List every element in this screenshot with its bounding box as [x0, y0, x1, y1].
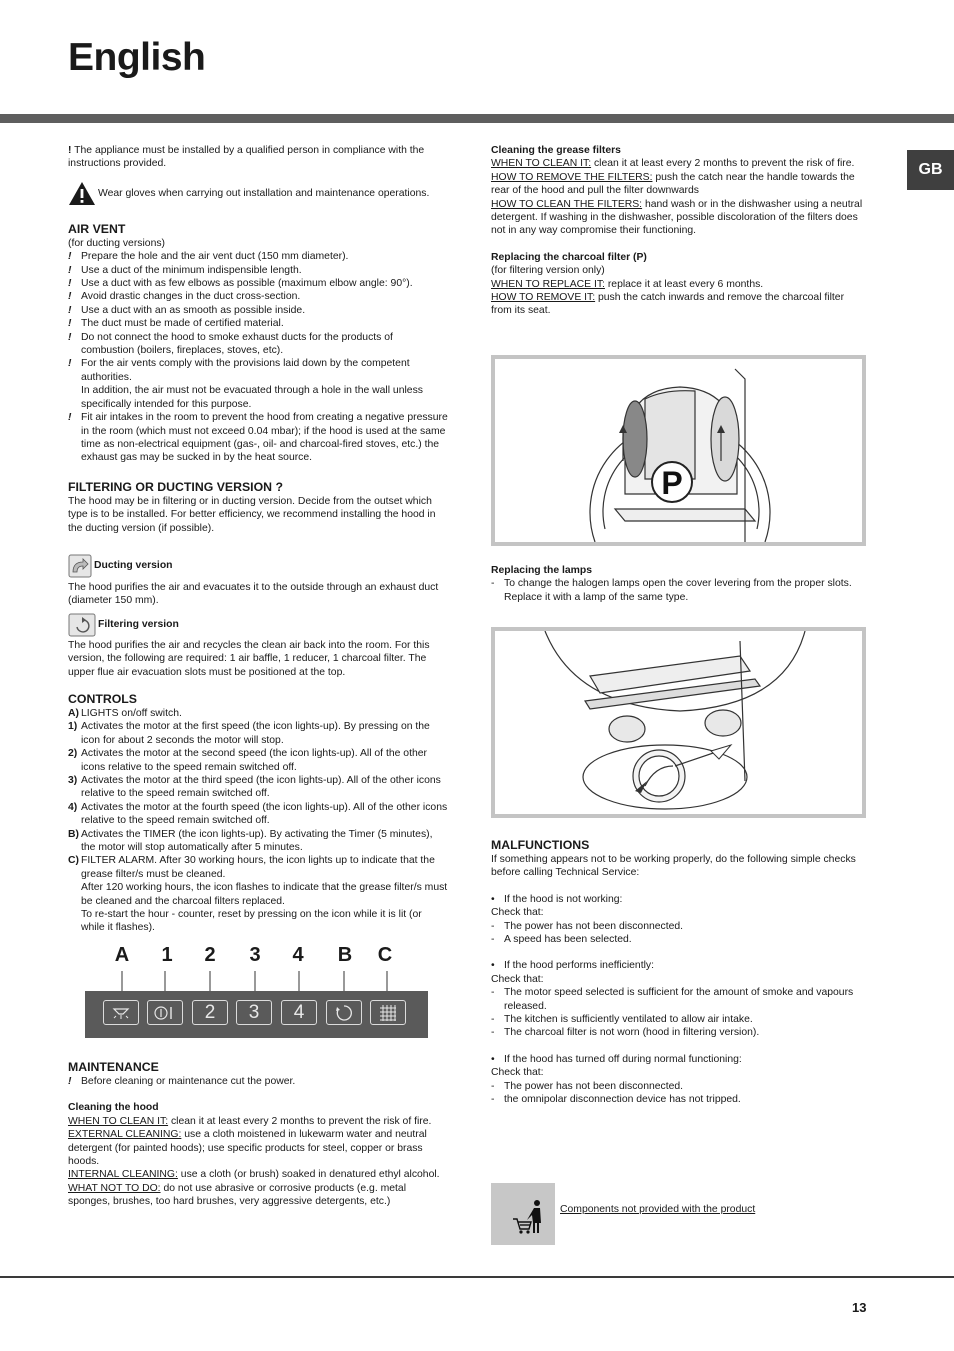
shopping-cart-person-icon — [491, 1183, 555, 1245]
list-item: - The power has not been disconnected. — [491, 920, 684, 932]
filter-label: Filtering version — [98, 619, 179, 631]
maintenance-title: MAINTENANCE — [68, 1060, 159, 1074]
list-item: 3) Activates the motor at the third speed (the icon lights-up). All of the other icons relative to the speed remain switched off. — [68, 775, 441, 800]
list-item: - A speed has been selected. — [491, 934, 632, 946]
speed-1-key[interactable] — [147, 1000, 183, 1025]
warning-triangle-icon — [68, 181, 96, 206]
filtering-version-heading — [68, 613, 448, 637]
panel-label-b: B — [337, 944, 353, 966]
air-vent-sub: (for ducting versions) — [68, 237, 166, 249]
list-item: ! Fit air intakes in the room to prevent the hood from creating a negative pressure in the room (which must not exceed 0.04 mbar); if the hood is used at the same time as non-electrical equipment (gas-, oil- and charcoal-fired stoves, etc.) the exhaust gas may be sucked in by the heat source. — [68, 412, 448, 464]
list-item: 4) Activates the motor at the fourth speed (the icon lights-up). All of the other icons relative to the speed remain switched off. — [68, 801, 448, 827]
hood-filter-illustration — [495, 359, 862, 542]
grease-when: WHEN TO CLEAN IT: clean it at least every 2 months to prevent the risk of fire. — [491, 158, 855, 170]
list-item: ! Use a duct of the minimum indispensible length. — [68, 264, 302, 276]
list-item: 2) Activates the motor at the second speed (the icon lights-up). All of the other icons relative to the speed remain switched off. — [68, 748, 427, 773]
charcoal-title: Replacing the charcoal filter (P) — [491, 251, 647, 263]
controls-list — [68, 707, 448, 935]
speed-4-key[interactable]: 4 — [281, 1000, 317, 1025]
list-item: - The kitchen is sufficiently ventilated to allow air intake. — [491, 1014, 753, 1026]
filter-text: The hood purifies the air and recycles the clean air back into the room. For this version, the following are required: 1 air baffle, 1 reducer, 1 charcoal filter. The upper flue air evacuation slots must be positioned at the top. — [68, 639, 430, 678]
header-bar — [0, 114, 954, 123]
check-that: Check that: — [491, 1067, 544, 1079]
internal-cleaning: INTERNAL CLEANING: use a cloth (or brush) soaked in denatured ethyl alcohol. — [68, 1169, 440, 1181]
ducting-icon — [68, 554, 92, 578]
external-cleaning: EXTERNAL CLEANING: use a cloth moistened in lukewarm water and neutral detergent (for painted hoods); use specific products for steel, copper or brass hoods. — [68, 1129, 427, 1168]
footer-line — [0, 1276, 954, 1278]
timer-icon — [335, 1004, 353, 1022]
ducting-text: The hood purifies the air and evacuates it to the outside through an exhaust duct (diameter 150 mm). — [68, 581, 439, 607]
charcoal-sub: (for filtering version only) — [491, 265, 605, 277]
air-vent-title: AIR VENT — [68, 221, 126, 236]
intro-sentence: The appliance must be installed by a qualified person in compliance with the instructions provided. — [68, 145, 425, 170]
filtering-icon — [68, 613, 96, 637]
speed-2-key[interactable]: 2 — [192, 1000, 228, 1025]
cleaning-hood-title: Cleaning the hood — [68, 1102, 159, 1114]
list-item: - the omnipolar disconnection device has not tripped. — [491, 1094, 741, 1106]
case-heading: • If the hood performs inefficiently: — [491, 960, 654, 972]
list-item: ! Avoid drastic changes in the duct cross-section. — [68, 291, 301, 303]
list-item: 1) Activates the motor at the first speed (the icon lights-up). By pressing on the icon for about 2 seconds the motor will stop. — [68, 721, 430, 746]
ducting-label: Ducting version — [94, 560, 173, 572]
gloves-text: Wear gloves when carrying out installation and maintenance operations. — [98, 187, 430, 199]
list-item: - The charcoal filter is not worn (hood in filtering version). — [491, 1027, 760, 1039]
malfunctions-title: MALFUNCTIONS — [491, 838, 590, 852]
maintenance-section — [68, 1060, 448, 1209]
malfunctions-section — [491, 838, 863, 1107]
list-item: - The power has not been disconnected. — [491, 1080, 684, 1092]
list-item: B) Activates the TIMER (the icon lights-up). By activating the Timer (5 minutes), the motor will stop automatically after 5 minutes. — [68, 828, 433, 854]
intro-text — [68, 144, 448, 171]
list-item: - To change the halogen lamps open the cover levering from the proper slots. Replace it with a lamp of the same type. — [491, 578, 852, 603]
filtering-text: The hood may be in filtering or in ducting version. Decide from the outset which type is to be installed. For better efficiency, we recommend installing the hood in the ducting version (if possible). — [68, 495, 436, 534]
charcoal-filter-figure — [491, 355, 866, 546]
grease-remove: HOW TO REMOVE THE FILTERS: push the catch near the handle towards the rear of the hood and pull the filter downwards — [491, 171, 855, 197]
panel-leader-lines — [85, 967, 428, 991]
panel-label-4: 4 — [292, 944, 304, 966]
lamp-icon — [110, 1006, 132, 1020]
lamps-title: Replacing the lamps — [491, 565, 593, 576]
list-item: ! Before cleaning or maintenance cut the power. — [68, 1076, 296, 1087]
what-not-to-do: WHAT NOT TO DO: do not use abrasive or corrosive products (e.g. metal sponges, brushes, too hard brushes, very aggressive detergents, etc.) — [68, 1182, 407, 1208]
language-tab: GB — [907, 150, 954, 190]
page-number: 13 — [852, 1300, 867, 1315]
case-heading: • If the hood has turned off during normal functioning: — [491, 1053, 742, 1065]
panel-label-3: 3 — [249, 944, 261, 966]
list-item: ! Use a duct with an as smooth as possible inside. — [68, 304, 306, 316]
components-icon-box — [491, 1183, 555, 1245]
check-that: Check that: — [491, 907, 544, 919]
when-clean-hood: WHEN TO CLEAN IT: clean it at least every 2 months to prevent the risk of fire. — [68, 1115, 432, 1127]
left-column — [68, 144, 448, 935]
malfunctions-intro: If something appears not to be working properly, do the following simple checks before calling Technical Service: — [491, 854, 856, 879]
page-title: English — [68, 36, 206, 79]
check-that: Check that: — [491, 973, 544, 985]
panel-label-1: 1 — [161, 944, 173, 966]
lights-key[interactable] — [103, 1000, 139, 1025]
lamps-section — [491, 564, 863, 604]
warning-mark: ! — [68, 145, 72, 156]
list-item: ! Use a duct with as few elbows as possible (maximum elbow angle: 90°). — [68, 278, 413, 290]
filter-p-label: P — [661, 465, 683, 501]
components-text: Components not provided with the product — [560, 1204, 756, 1215]
list-item: ! For the air vents comply with the provisions laid down by the competent authorities. In addition, the air must not be evacuated through a hole in the wall unless specifically intended for this purpose. — [68, 358, 423, 410]
power-speed1-icon — [153, 1005, 177, 1021]
charcoal-when: WHEN TO REPLACE IT: replace it at least every 6 months. — [491, 278, 764, 290]
list-item: ! Prepare the hole and the air vent duct (150 mm diameter). — [68, 251, 349, 263]
components-note — [560, 1203, 860, 1216]
grease-clean: HOW TO CLEAN THE FILTERS: hand wash or in the dishwasher using a neutral detergent. If washing in the dishwasher, possible discoloration of the filters does not in any way compromise their functioning. — [491, 198, 863, 237]
lamp-illustration — [495, 631, 862, 814]
panel-label-a: A — [114, 944, 130, 966]
grease-filter-title: Cleaning the grease filters — [491, 145, 621, 156]
grid-filter-icon — [378, 1004, 398, 1022]
gloves-warning — [68, 181, 448, 206]
filtering-title: FILTERING OR DUCTING VERSION ? — [68, 479, 283, 494]
list-item: - The motor speed selected is sufficient for the amount of smoke and vapours released. — [491, 987, 854, 1012]
lamp-figure — [491, 627, 866, 818]
case-heading: • If the hood is not working: — [491, 893, 623, 905]
list-item: ! The duct must be made of certified material. — [68, 318, 284, 330]
control-panel — [85, 991, 428, 1038]
charcoal-remove: HOW TO REMOVE IT: push the catch inwards and remove the charcoal filter from its seat. — [491, 292, 845, 317]
list-item: ! Do not connect the hood to smoke exhaust ducts for the products of combustion (boilers, fireplaces, stoves, etc). — [68, 331, 393, 357]
ducting-version-heading — [68, 554, 448, 578]
panel-label-c: C — [377, 944, 393, 966]
filter-alarm-key[interactable] — [370, 1000, 406, 1025]
list-item: A) LIGHTS on/off switch. — [68, 707, 182, 719]
timer-key[interactable] — [326, 1000, 362, 1025]
right-column-top — [491, 144, 863, 318]
air-vent-list — [68, 250, 448, 465]
list-item: C) FILTER ALARM. After 30 working hours, the icon lights up to indicate that the grease filter/s must be cleaned. After 120 working hours, the icon flashes to indicate that the grease filter/s must be cleaned and the charcoal filters replaced. To re-start the hour - counter, reset by pressing on the icon while it is lit (or while it flashes). — [68, 855, 448, 934]
speed-3-key[interactable]: 3 — [236, 1000, 272, 1025]
controls-title: CONTROLS — [68, 691, 137, 706]
panel-label-2: 2 — [204, 944, 216, 966]
